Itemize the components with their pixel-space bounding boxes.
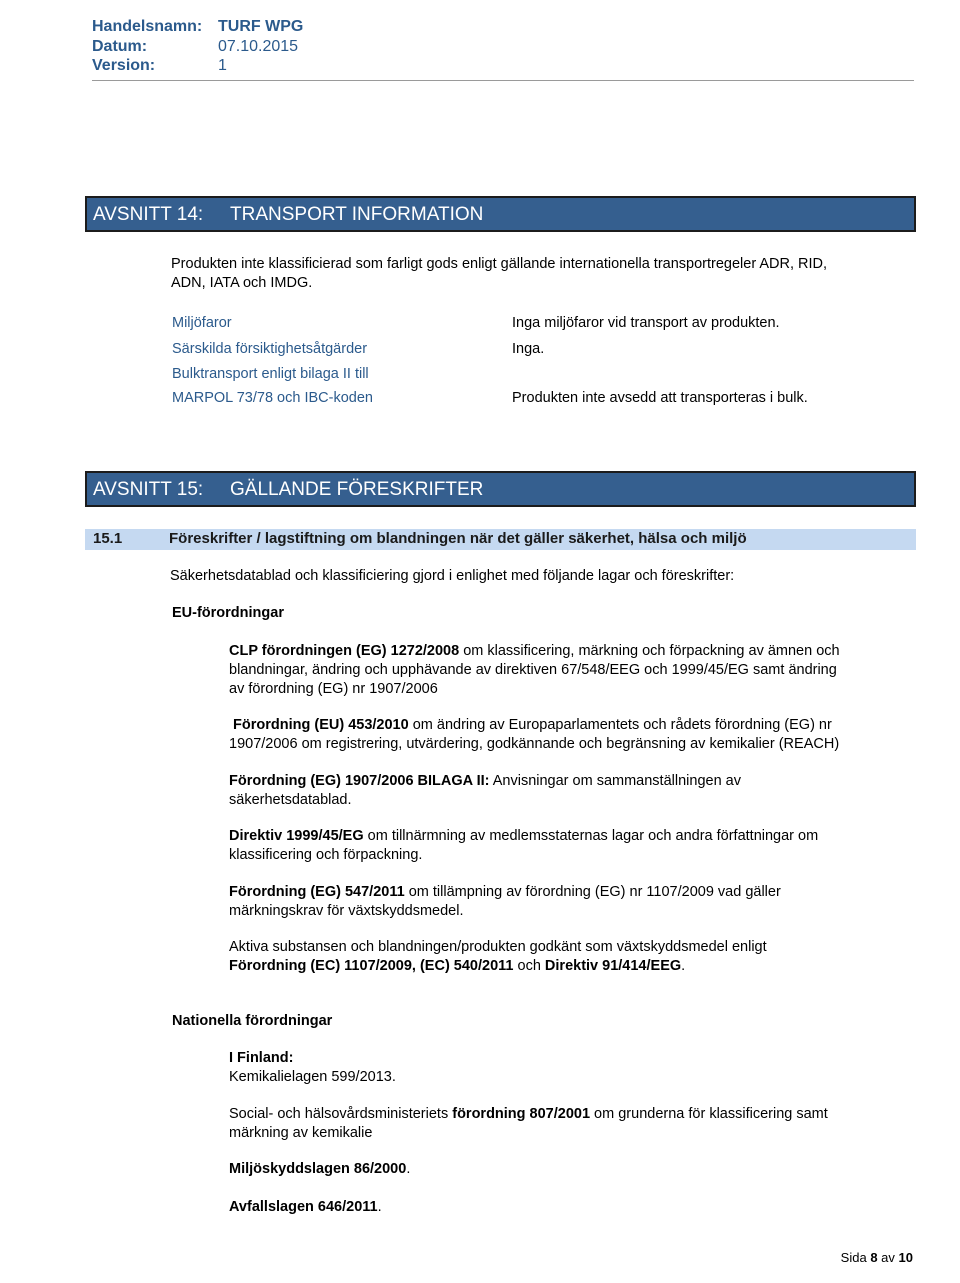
annex-text-1: Anvisningar om sammanställningen av [489,773,741,789]
active-text-1: Aktiva substansen och blandningen/produkten godkänt som växtskyddsmedel enligt [229,939,767,955]
waste-law-end: . [377,1199,382,1215]
env-hazards-value: Inga miljöfaror vid transport av produkten. [512,315,780,331]
social-bold: förordning 807/2001 [452,1106,591,1122]
active-mid: och [513,958,545,974]
trade-name-label: Handelsnamn: [92,18,203,35]
section-14-number: AVSNITT 14: [93,204,204,225]
annex-bold: Förordning (EG) 1907/2006 BILAGA II: [229,773,490,789]
regulation-547-text-1: om tillämpning av förordning (EG) nr 1107/2009 vad gäller [404,884,781,900]
directive-bold: Direktiv 1999/45/EG [229,828,364,844]
section-15-intro: Säkerhetsdatablad och klassificiering gjord i enlighet med följande lagar och föreskrifter: [170,568,735,584]
header-divider [92,80,914,81]
version-label: Version: [92,57,156,74]
regulation-547-text-2: märkningskrav för växtskyddsmedel. [229,903,464,919]
total-pages: 10 [898,1250,913,1265]
section-14-title: TRANSPORT INFORMATION [230,204,484,225]
environment-law-end: . [406,1161,411,1177]
bulk-transport-label-2: MARPOL 73/78 och IBC-koden [172,390,373,406]
annex-paragraph [229,772,919,810]
social-text-2: om grunderna för klassificering samt [590,1106,828,1122]
regulation-547-bold: Förordning (EG) 547/2011 [229,884,405,900]
section-14-banner [85,196,916,232]
subsection-15-1-bar [85,529,916,550]
active-bold-2: Direktiv 91/414/EEG [544,958,682,974]
directive-text-1: om tillnärmning av medlemsstaternas lagar och andra författningar om [363,828,819,844]
header-date [92,38,298,56]
environment-law [229,1160,410,1179]
active-end: . [681,958,686,974]
header-version [92,57,227,75]
social-text-1: Social- och hälsovårdsministeriets [229,1106,453,1122]
finland-label: I Finland: [229,1050,294,1066]
section-15-banner [85,471,916,507]
subsection-title: Föreskrifter / lagstiftning om blandningen när det gäller säkerhet, hälsa och miljö [169,530,747,547]
active-substance-paragraph [229,938,919,976]
intro-line-1: Produkten inte klassificierad som farligt gods enligt gällande internationella transportregeler ADR, RID, [171,256,828,272]
reach-bold: Förordning (EU) 453/2010 [233,717,409,733]
social-text-3: märkning av kemikalie [229,1125,373,1141]
section-15-title: GÄLLANDE FÖRESKRIFTER [230,479,484,500]
section-14-intro [171,255,827,293]
page-word: Sida [840,1250,867,1265]
clp-text-2: blandningar, ändring och upphävande av direktiven 67/548/EEG och 1999/45/EG samt ändring [229,662,837,678]
special-precautions-value: Inga. [512,341,545,357]
section-15-number: AVSNITT 15: [93,479,204,500]
bulk-transport-label-1: Bulktransport enligt bilaga II till [172,366,369,382]
regulation-547-paragraph [229,883,919,921]
national-heading: Nationella förordningar [172,1013,333,1029]
bulk-transport-value: Produkten inte avsedd att transporteras i bulk. [512,390,808,406]
directive-text-2: klassificering och förpackning. [229,847,423,863]
page-number [841,1250,913,1265]
clp-bold: CLP förordningen (EG) 1272/2008 [229,643,460,659]
date-value: 07.10.2015 [218,38,299,55]
clp-paragraph [229,642,919,699]
reach-text-1: om ändring av Europaparlamentets och rådets förordning (EG) nr [408,717,832,733]
current-page: 8 [870,1250,878,1265]
waste-law [229,1198,382,1217]
trade-name-value: TURF WPG [218,18,304,35]
clp-text-1: om klassificering, märkning och förpackning av ämnen och [459,643,840,659]
clp-text-3: av förordning (EG) nr 1907/2006 [229,681,438,697]
version-value: 1 [218,57,227,74]
special-precautions-label: Särskilda försiktighetsåtgärder [172,341,368,357]
date-label: Datum: [92,38,148,55]
intro-line-2: ADN, IATA och IMDG. [171,275,313,291]
reach-text-2: 1907/2006 om registrering, utvärdering, godkännande och begränsning av kemikalier (REACH) [229,736,840,752]
chemicals-act: Kemikalielagen 599/2013. [229,1069,396,1085]
of-word: av [881,1250,895,1265]
social-ministry-paragraph [229,1105,919,1143]
active-bold-1: Förordning (EC) 1107/2009, (EC) 540/2011 [229,958,514,974]
subsection-number: 15.1 [93,530,123,547]
env-hazards-label: Miljöfaror [172,315,232,331]
environment-law-bold: Miljöskyddslagen 86/2000 [229,1161,407,1177]
reach-paragraph [229,716,919,754]
eu-heading: EU-förordningar [172,605,284,621]
directive-paragraph [229,827,919,865]
finland-paragraph [229,1049,919,1087]
waste-law-bold: Avfallslagen 646/2011 [229,1199,378,1215]
header-trade-name [92,18,303,36]
annex-text-2: säkerhetsdatablad. [229,792,352,808]
